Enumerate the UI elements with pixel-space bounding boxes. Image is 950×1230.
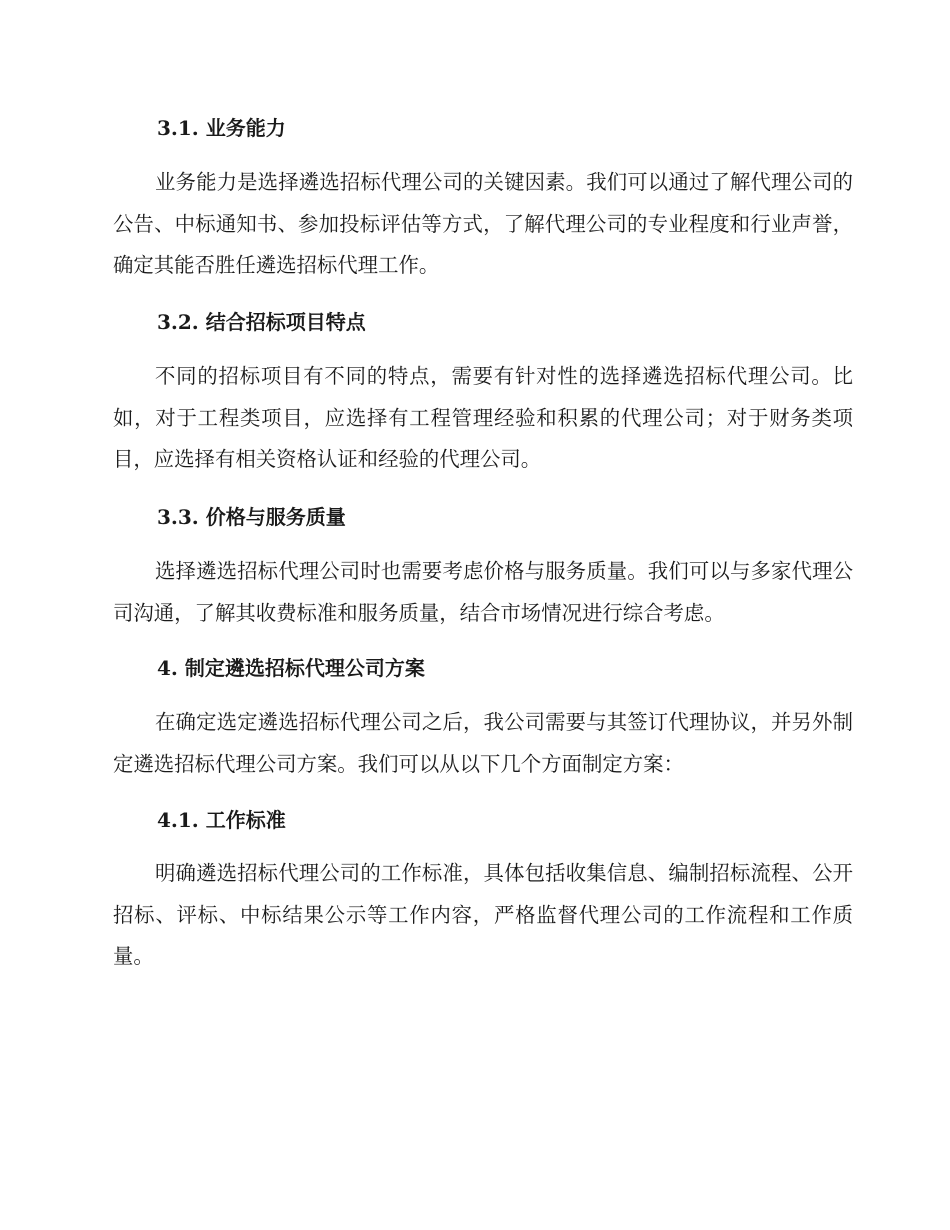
section-paragraph-3-1: 业务能力是选择遴选招标代理公司的关键因素。我们可以通过了解代理公司的公告、中标通知书、参加投标评估等方式，了解代理公司的专业程度和行业声誉，确定其能否胜任遴选招标代理工作。 bbox=[113, 170, 853, 277]
section-paragraph-4-1: 明确遴选招标代理公司的工作标准，具体包括收集信息、编制招标流程、公开招标、评标、中标结果公示等工作内容，严格监督代理公司的工作流程和工作质量。 bbox=[113, 861, 853, 968]
section-heading-4-1: 4.1. 工作标准 bbox=[157, 808, 286, 832]
section-paragraph-4: 在确定选定遴选招标代理公司之后，我公司需要与其签订代理协议，并另外制定遴选招标代理公司方案。我们可以从以下几个方面制定方案： bbox=[113, 710, 853, 776]
section-heading-3-3: 3.3. 价格与服务质量 bbox=[157, 505, 346, 529]
section-heading-3-2: 3.2. 结合招标项目特点 bbox=[157, 310, 366, 334]
section-heading-3-1: 3.1. 业务能力 bbox=[157, 116, 286, 140]
section-paragraph-3-3: 选择遴选招标代理公司时也需要考虑价格与服务质量。我们可以与多家代理公司沟通，了解其收费标准和服务质量，结合市场情况进行综合考虑。 bbox=[113, 559, 853, 625]
section-heading-4: 4. 制定遴选招标代理公司方案 bbox=[157, 656, 425, 680]
section-paragraph-3-2: 不同的招标项目有不同的特点，需要有针对性的选择遴选招标代理公司。比如，对于工程类项目，应选择有工程管理经验和积累的代理公司；对于财务类项目，应选择有相关资格认证和经验的代理公司。 bbox=[113, 364, 853, 471]
